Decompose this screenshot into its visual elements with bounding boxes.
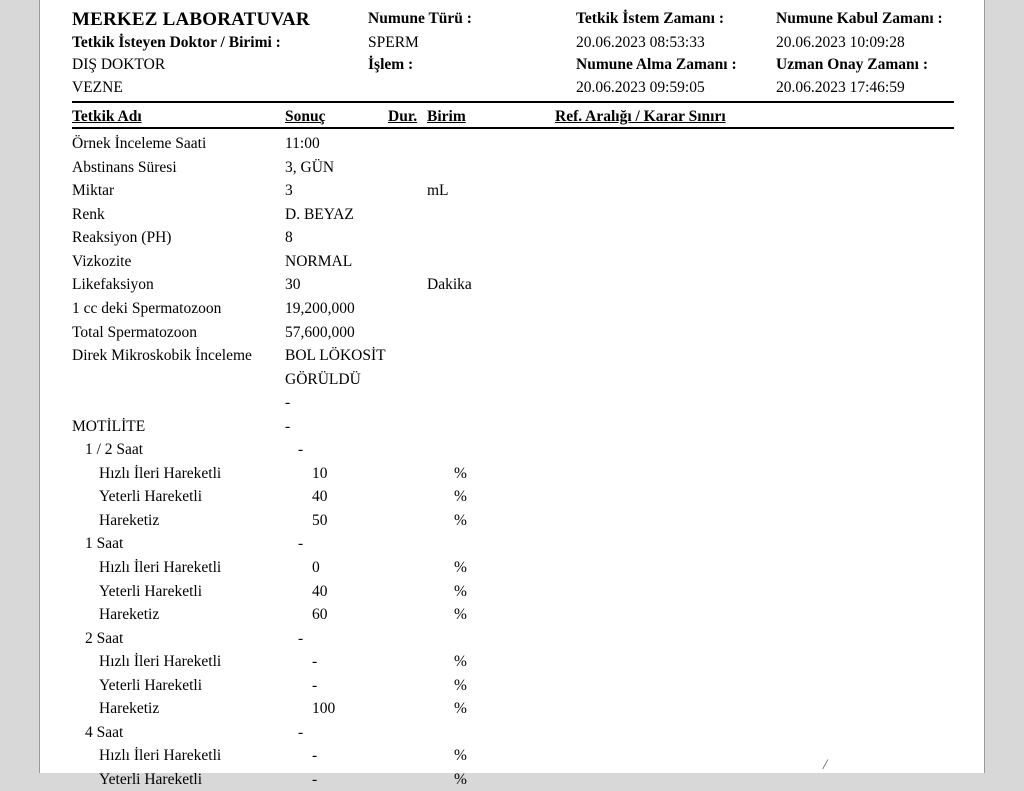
row-reference-range <box>594 603 894 627</box>
row-result-value: 60 <box>312 606 328 624</box>
row-test-name: Hareketiz <box>99 606 160 624</box>
row-unit <box>427 132 567 156</box>
table-row <box>72 650 954 674</box>
row-reference-range <box>580 532 880 556</box>
row-test-name: Hızlı İleri Hareketli <box>99 464 222 482</box>
results-table <box>72 132 954 791</box>
row-result-value: - <box>312 653 318 671</box>
approval-time-label: Uzman Onay Zamanı : <box>776 56 928 74</box>
column-header-unit: Birim <box>427 108 466 126</box>
row-unit <box>440 438 580 462</box>
row-test-name: Örnek İnceleme Saati <box>72 135 207 153</box>
row-result-value: - <box>312 770 318 788</box>
row-reference-range <box>580 438 880 462</box>
column-header-result: Sonuç <box>285 108 326 126</box>
row-result-value: - <box>285 417 291 435</box>
row-reference-range <box>594 485 894 509</box>
table-column-headers <box>72 108 954 129</box>
table-row <box>72 532 954 556</box>
table-row <box>72 603 954 627</box>
doctor-value-1: DIŞ DOKTOR <box>72 56 166 74</box>
row-result-value: 100 <box>312 700 336 718</box>
row-reference-range <box>567 203 867 227</box>
table-row <box>72 509 954 533</box>
row-reference-range <box>567 250 867 274</box>
row-reference-range <box>567 273 867 297</box>
row-test-name: Abstinans Süresi <box>72 158 177 176</box>
table-row <box>72 344 954 391</box>
row-result-value: 40 <box>312 488 328 506</box>
row-test-name: Total Spermatozoon <box>72 323 198 341</box>
row-reference-range <box>567 132 867 156</box>
sample-type-label: Numune Türü : <box>368 10 472 27</box>
row-reference-range <box>594 744 894 768</box>
row-unit: % <box>454 700 467 718</box>
row-reference-range <box>594 697 894 721</box>
row-result-value: 3 <box>285 182 293 200</box>
row-reference-range <box>567 321 867 345</box>
row-reference-range <box>594 462 894 486</box>
table-row <box>72 744 954 768</box>
report-header <box>72 8 954 103</box>
row-unit: % <box>454 559 467 576</box>
row-unit: % <box>454 653 467 671</box>
row-unit <box>427 250 567 274</box>
table-row <box>72 273 954 297</box>
row-unit <box>427 203 567 227</box>
request-time-value: 20.06.2023 08:53:33 <box>576 33 705 51</box>
row-unit: % <box>454 676 467 694</box>
row-unit <box>440 721 580 745</box>
column-header-reference: Ref. Aralığı / Karar Sınırı <box>555 108 726 126</box>
sample-type-value: SPERM <box>368 33 419 51</box>
page-title: MERKEZ LABORATUVAR <box>72 9 310 30</box>
table-row <box>72 721 954 745</box>
row-test-name: Hızlı İleri Hareketli <box>99 747 222 765</box>
row-result-value: - <box>285 394 291 412</box>
table-row <box>72 391 954 415</box>
process-label: İşlem : <box>368 56 414 74</box>
row-reference-range <box>580 627 880 651</box>
row-unit: % <box>454 582 467 600</box>
page-footer-mark: / <box>823 757 828 773</box>
row-result-value: - <box>312 676 318 694</box>
column-header-duration: Dur. <box>388 108 418 126</box>
row-test-name: Yeterli Hareketli <box>99 582 203 600</box>
row-unit: % <box>454 770 467 788</box>
table-row <box>72 627 954 651</box>
row-result-value: 50 <box>312 511 328 529</box>
row-reference-range <box>594 509 894 533</box>
row-test-name: Reaksiyon (PH) <box>72 229 172 247</box>
row-reference-range <box>580 721 880 745</box>
row-unit <box>440 532 580 556</box>
row-result-value: 19,200,000 <box>285 299 355 317</box>
row-reference-range <box>594 650 894 674</box>
table-row <box>72 156 954 180</box>
request-time-label: Tetkik İstem Zamanı : <box>576 10 724 27</box>
row-result-value: 11:00 <box>285 135 320 153</box>
row-result-value: - <box>298 441 304 459</box>
row-unit <box>427 344 567 391</box>
row-result-value: NORMAL <box>285 252 353 270</box>
row-reference-range <box>594 556 894 580</box>
row-reference-range <box>567 391 867 415</box>
row-reference-range <box>567 179 867 203</box>
row-result-value: 40 <box>312 582 328 600</box>
row-result-value: - <box>298 629 304 647</box>
row-reference-range <box>567 156 867 180</box>
table-row <box>72 462 954 486</box>
row-reference-range <box>567 415 867 439</box>
row-unit: % <box>454 606 467 624</box>
row-test-name: Hızlı İleri Hareketli <box>99 653 222 671</box>
row-unit: % <box>454 464 467 482</box>
row-test-name: Likefaksiyon <box>72 276 154 294</box>
row-test-name: Direk Mikroskobik İnceleme <box>72 347 252 365</box>
row-result-value: 30 <box>285 276 301 294</box>
row-result-value: 8 <box>285 229 293 247</box>
row-result-value: - <box>298 723 304 741</box>
row-test-name: Yeterli Hareketli <box>99 770 203 788</box>
row-test-name: Miktar <box>72 182 115 200</box>
row-result-value: 57,600,000 <box>285 323 355 341</box>
row-test-name: Yeterli Hareketli <box>99 488 203 506</box>
row-reference-range <box>567 226 867 250</box>
table-row <box>72 132 954 156</box>
row-test-name: 1 Saat <box>85 535 124 553</box>
table-row <box>72 415 954 439</box>
lab-report <box>72 8 954 791</box>
table-row <box>72 297 954 321</box>
row-result-value: - <box>312 747 318 765</box>
row-reference-range <box>594 580 894 604</box>
row-unit <box>427 226 567 250</box>
table-row <box>72 674 954 698</box>
sampling-time-value: 20.06.2023 09:59:05 <box>576 78 705 96</box>
row-unit <box>427 297 567 321</box>
row-test-name: Vizkozite <box>72 252 132 270</box>
row-unit <box>427 391 567 415</box>
row-test-name: Hızlı İleri Hareketli <box>99 559 222 576</box>
row-unit: % <box>454 511 467 529</box>
row-result-value: BOL LÖKOSİT GÖRÜLDÜ <box>285 347 386 388</box>
accept-time-value: 20.06.2023 10:09:28 <box>776 33 905 51</box>
table-row <box>72 556 954 580</box>
sampling-time-label: Numune Alma Zamanı : <box>576 56 737 74</box>
table-row <box>72 485 954 509</box>
table-row <box>72 697 954 721</box>
row-result-value: - <box>298 535 304 553</box>
row-unit: mL <box>427 182 449 200</box>
row-test-name: Hareketiz <box>99 700 160 718</box>
table-row <box>72 203 954 227</box>
row-reference-range <box>594 674 894 698</box>
row-test-name <box>72 391 285 415</box>
table-row <box>72 768 954 791</box>
doctor-value-2: VEZNE <box>72 78 123 96</box>
row-unit <box>427 415 567 439</box>
document-page <box>39 0 985 788</box>
row-test-name: MOTİLİTE <box>72 417 146 435</box>
row-unit: % <box>454 488 467 506</box>
row-reference-range <box>594 768 894 791</box>
row-test-name: Yeterli Hareketli <box>99 676 203 694</box>
row-result-value: 3, GÜN <box>285 158 335 176</box>
table-row <box>72 438 954 462</box>
row-reference-range <box>567 344 867 391</box>
table-row <box>72 179 954 203</box>
row-test-name: 1 cc deki Spermatozoon <box>72 299 222 317</box>
table-row <box>72 580 954 604</box>
row-test-name: 4 Saat <box>85 723 124 741</box>
row-unit: % <box>454 747 467 765</box>
doctor-label: Tetkik İsteyen Doktor / Birimi : <box>72 33 281 51</box>
table-row <box>72 226 954 250</box>
row-unit <box>427 156 567 180</box>
table-row <box>72 250 954 274</box>
row-result-value: 10 <box>312 464 328 482</box>
row-unit <box>440 627 580 651</box>
accept-time-label: Numune Kabul Zamanı : <box>776 10 943 27</box>
row-result-value: D. BEYAZ <box>285 205 354 223</box>
row-test-name: Renk <box>72 205 105 223</box>
approval-time-value: 20.06.2023 17:46:59 <box>776 78 905 96</box>
row-reference-range <box>567 297 867 321</box>
row-test-name: 2 Saat <box>85 629 124 647</box>
table-row <box>72 321 954 345</box>
row-result-value: 0 <box>312 559 320 576</box>
row-unit: Dakika <box>427 276 472 294</box>
row-test-name: 1 / 2 Saat <box>85 441 144 459</box>
row-unit <box>427 321 567 345</box>
column-header-name: Tetkik Adı <box>72 108 142 126</box>
row-test-name: Hareketiz <box>99 511 160 529</box>
